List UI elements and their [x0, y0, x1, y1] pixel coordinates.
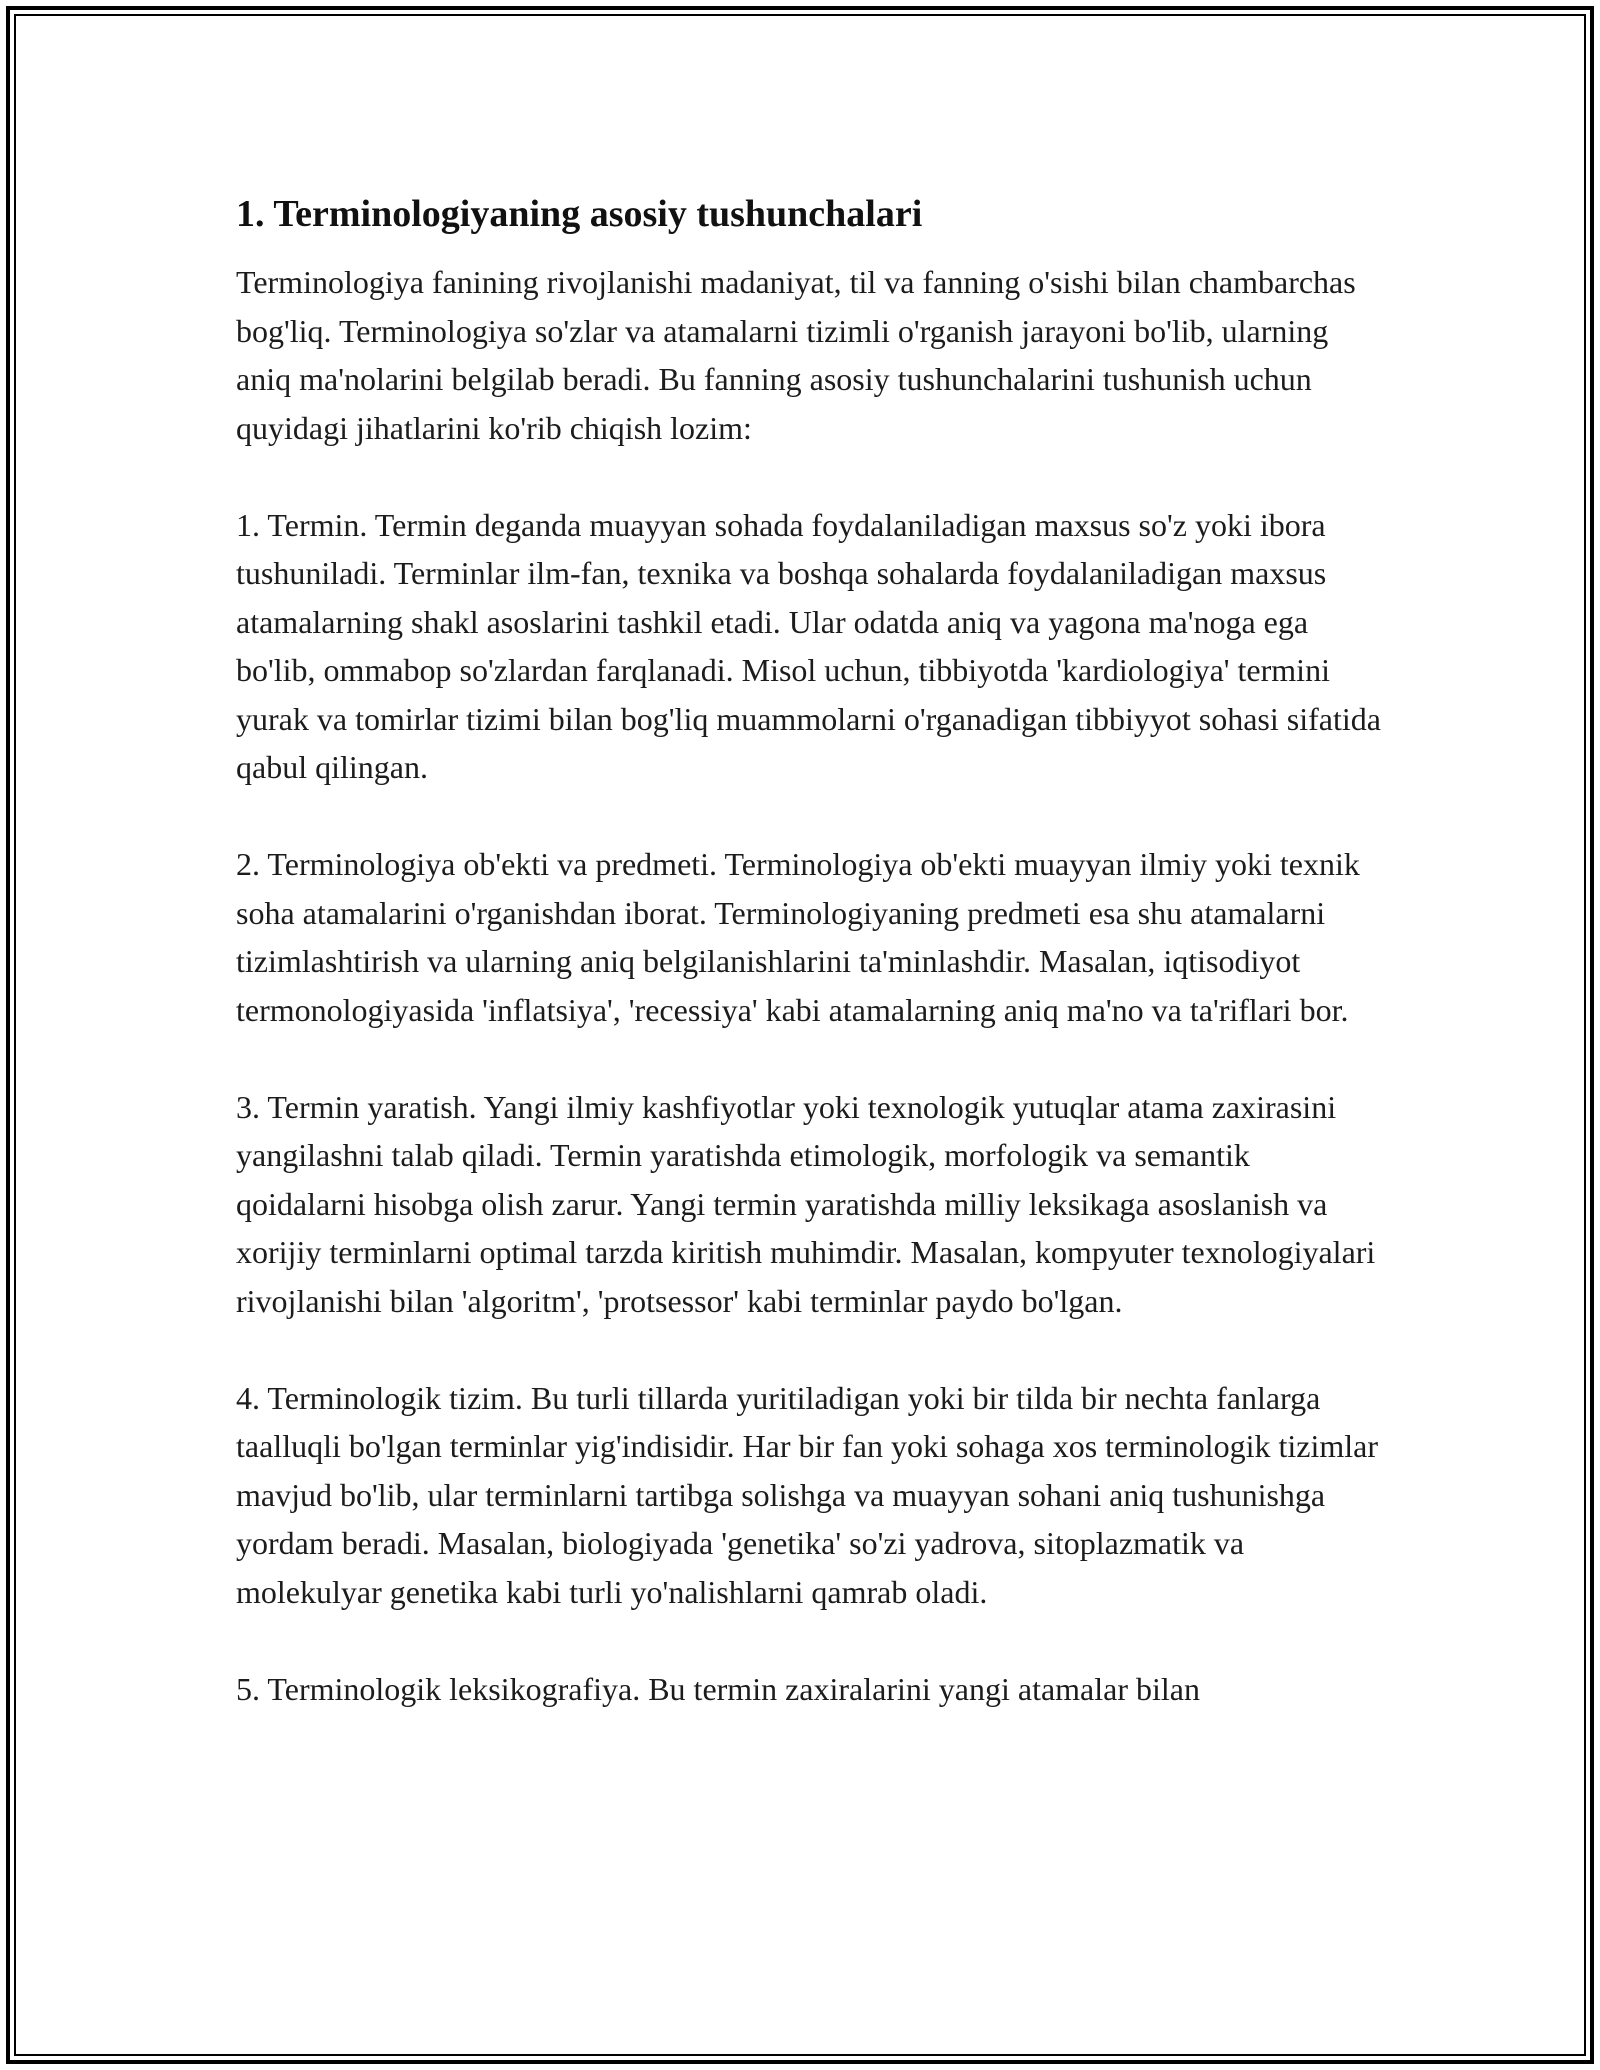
paragraph-term-creation: 3. Termin yaratish. Yangi ilmiy kashfiyotlar yoki texnologik yutuqlar atama zaxirasini yangilashni talab qiladi. Termin yaratishda etimologik, morfologik va semantik qoidalarni hisobga olish zarur. Yangi termin yaratishda milliy leksikaga asoslanish va xorijiy terminlarni optimal tarzda kiritish muhimdir. Masalan, kompyuter texnologiyalari rivojlanishi bilan 'algoritm', 'protsessor' kabi terminlar paydo bo'lgan. [236, 1088, 1376, 1319]
paragraph-intro: Terminologiya fanining rivojlanishi madaniyat, til va fanning o'sishi bilan chambarchas bog'liq. Terminologiya so'zlar va atamalarni tizimli o'rganish jarayoni bo'lib, ularning aniq ma'nolarini belgilab beradi. Bu fanning asosiy tushunchalarini tushunish uchun quyidagi jihatlarini ko'rib chiqish lozim: [236, 264, 1356, 446]
document-body [236, 190, 1386, 1762]
paragraph-termin: 1. Termin. Termin deganda muayyan sohada foydalaniladigan maxsus so'z yoki ibora tushuniladi. Terminlar ilm-fan, texnika va boshqa sohalarda foydalaniladigan maxsus atamalarning shakl asoslarini tashkil etadi. Ular odatda aniq va yagona ma'noga ega bo'lib, ommabop so'zlardan farqlanadi. Misol uchun, tibbiyotda 'kardiologiya' termini yurak va tomirlar tizimi bilan bog'liq muammolarni o'rganadigan tibbiyyot sohasi sifatida qabul qilingan. [236, 506, 1381, 785]
paragraph-lexicography: 5. Terminologik leksikografiya. Bu termin zaxiralarini yangi atamalar bilan [236, 1670, 1200, 1707]
paragraph-term-system: 4. Terminologik tizim. Bu turli tillarda yuritiladigan yoki bir tilda bir nechta fanlarga taalluqli bo'lgan terminlar yig'indisidir. Har bir fan yoki sohaga xos terminologik tizimlar mavjud bo'lib, ular terminlarni tartibga solishga va muayyan sohani aniq tushunishga yordam beradi. Masalan, biologiyada 'genetika' so'zi yadrova, sitoplazmatik va molekulyar genetika kabi turli yo'nalishlarni qamrab oladi. [236, 1379, 1378, 1610]
page-title: 1. Terminologiyaning asosiy tushunchalari [236, 193, 923, 235]
paragraph-object-subject: 2. Terminologiya ob'ekti va predmeti. Terminologiya ob'ekti muayyan ilmiy yoki texnik soha atamalarini o'rganishdan iborat. Terminologiyaning predmeti esa shu atamalarni tizimlashtirish va ularning aniq belgilanishlarini ta'minlashdir. Masalan, iqtisodiyot termonologiyasida 'inflatsiya', 'recessiya' kabi atamalarning aniq ma'no va ta'riflari bor. [236, 846, 1360, 1028]
